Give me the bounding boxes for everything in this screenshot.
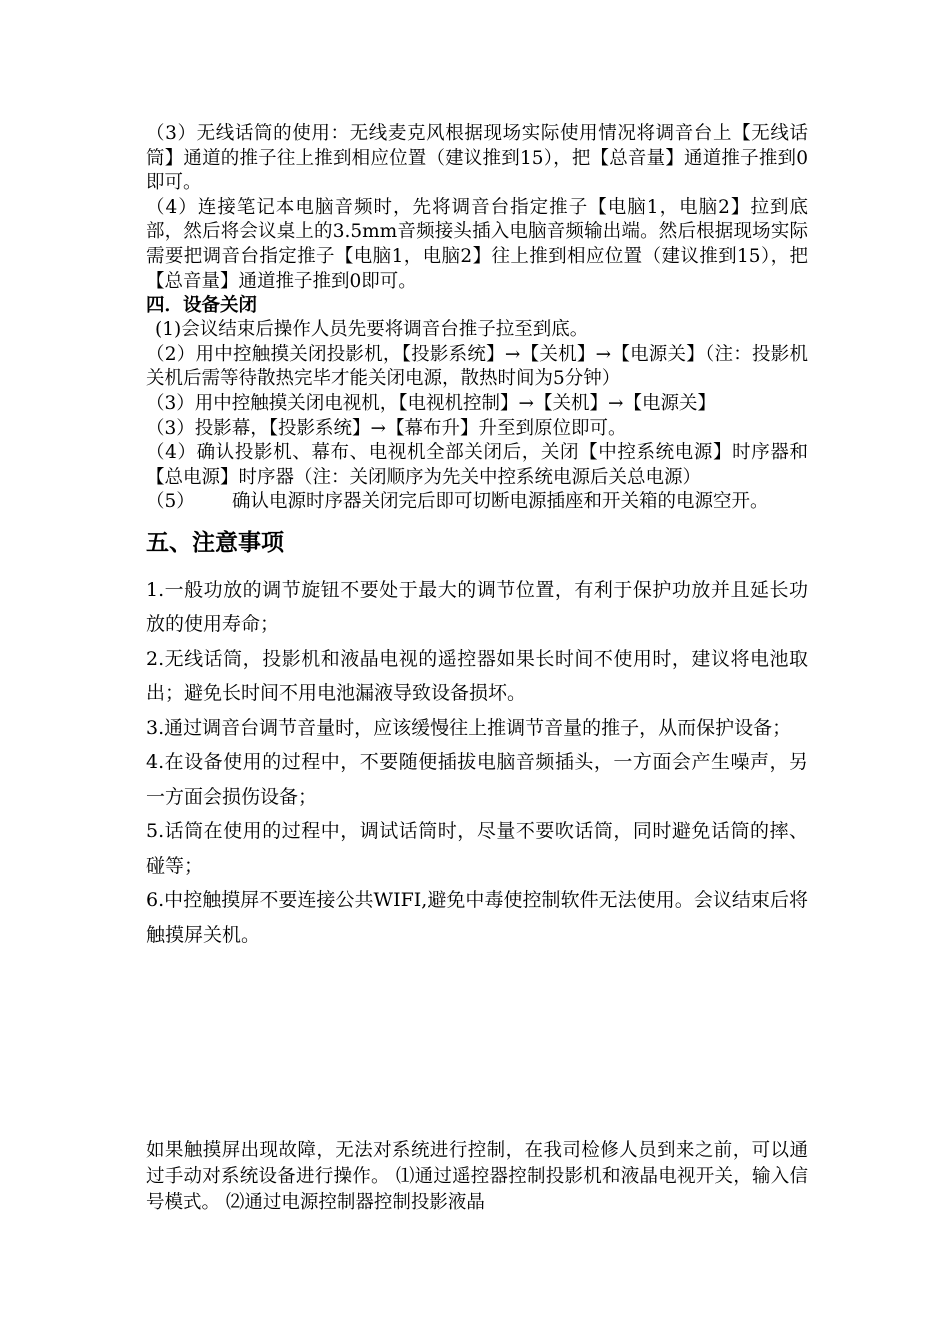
note-item-5: 5.话筒在使用的过程中，调试话筒时，尽量不要吹话筒，同时避免话筒的摔、碰等； xyxy=(146,820,808,877)
note-item-4: 4.在设备使用的过程中，不要随便插拔电脑音频插头，一方面会产生噪声，另一方面会损伤设备； xyxy=(146,751,808,808)
shutdown-step-5-number: （5） xyxy=(146,491,195,513)
section-shutdown xyxy=(146,294,808,515)
shutdown-step-5-text: 确认电源时序器关闭完后即可切断电源插座和开关箱的电源空开。 xyxy=(232,491,769,513)
note-item-2: 2.无线话筒，投影机和液晶电视的遥控器如果长时间不使用时，建议将电池取出；避免长时间不用电池漏液导致设备损坏。 xyxy=(146,647,808,705)
note-item-6: 6.中控触摸屏不要连接公共WIFI,避免中毒使控制软件无法使用。会议结束后将触摸屏关机。 xyxy=(146,889,808,946)
usage-steps xyxy=(146,122,808,294)
shutdown-step-2: （2）用中控触摸关闭投影机，【投影系统】→【关机】→【电源关】（注：投影机关机后需等待散热完毕才能关闭电源，散热时间为5分钟） xyxy=(146,343,808,390)
section-notes xyxy=(146,523,808,953)
step-wireless-mic: （3）无线话筒的使用：无线麦克风根据现场实际使用情况将调音台上【无线话筒】通道的推子往上推到相应位置（建议推到15），把【总音量】通道推子推到0即可。 xyxy=(146,123,808,194)
shutdown-step-3b: （3）投影幕，【投影系统】→【幕布升】升至到原位即可。 xyxy=(146,417,627,439)
shutdown-step-3a: （3）用中控触摸关闭电视机，【电视机控制】→【关机】→【电源关】 xyxy=(146,392,717,414)
note-item-1: 1.一般功放的调节旋钮不要处于最大的调节位置，有利于保护功放并且延长功放的使用寿命； xyxy=(146,578,808,636)
section-heading-shutdown: 四．设备关闭 xyxy=(146,295,258,317)
shutdown-step-5 xyxy=(146,490,808,515)
troubleshooting-paragraph: 如果触摸屏出现故障，无法对系统进行控制，在我司检修人员到来之前，可以通过手动对系统设备进行操作。 ⑴通过遥控器控制投影机和液晶电视开关，输入信号模式。 ⑵通过电源控制器控制投影液晶 xyxy=(146,1140,808,1213)
note-item-3: 3.通过调音台调节音量时，应该缓慢往上推调节音量的推子，从而保护设备； xyxy=(146,716,792,739)
shutdown-step-4: （4）确认投影机、幕布、电视机全部关闭后，关闭【中控系统电源】时序器和【总电源】时序器（注：关闭顺序为先关中控系统电源后关总电源） xyxy=(146,442,808,488)
document-body xyxy=(146,122,808,952)
section-heading-notes: 五、注意事项 xyxy=(146,529,284,556)
step-laptop-audio: （4）连接笔记本电脑音频时，先将调音台指定推子【电脑1，电脑2】拉到底部，然后将会议桌上的3.5mm音频接头插入电脑音频输出端。然后根据现场实际需要把调音台指定推子【电脑1，电脑2】往上推到相应位置（建议推到15），把【总音量】通道推子推到0即可。 xyxy=(146,196,808,292)
shutdown-step-1: (1)会议结束后操作人员先要将调音台推子拉至到底。 xyxy=(155,319,589,341)
